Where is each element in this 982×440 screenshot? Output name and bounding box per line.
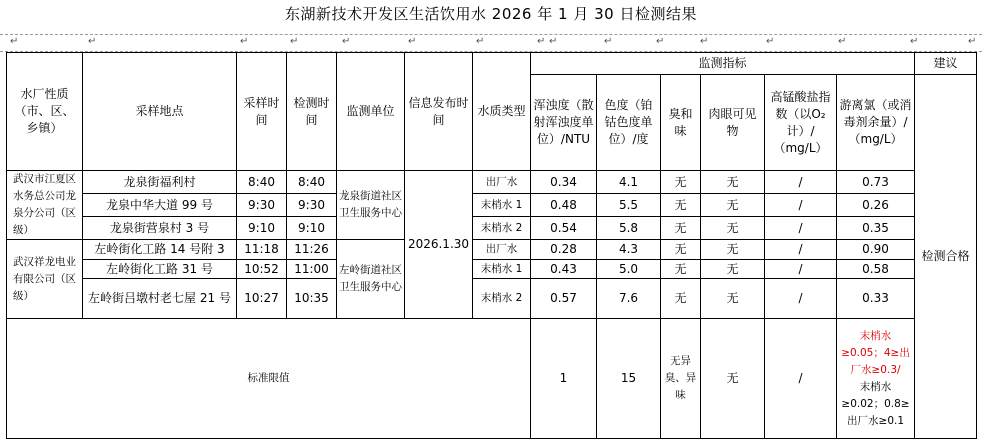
chlorine-header: 游离氯（或消毒剂余量）/（mg/L） — [837, 75, 915, 171]
odor-cell: 无 — [661, 260, 701, 279]
site-cell: 龙泉街福利村 — [83, 171, 237, 194]
publish-date-cell: 2026.1.30 — [405, 171, 473, 319]
color-cell: 5.5 — [597, 194, 661, 217]
water-quality-table — [6, 52, 977, 439]
table-row — [7, 194, 977, 217]
standard-visible-cell: 无 — [701, 319, 765, 439]
permanganate-cell: / — [765, 240, 837, 260]
test-time-cell: 11:26 — [287, 240, 337, 260]
water-type-header: 水质类型 — [473, 53, 531, 171]
color-cell: 4.1 — [597, 171, 661, 194]
odor-header: 臭和味 — [661, 75, 701, 171]
table-row — [7, 260, 977, 279]
publish-time-header: 信息发布时间 — [405, 53, 473, 171]
turbidity-cell: 0.28 — [531, 240, 597, 260]
turbidity-cell: 0.34 — [531, 171, 597, 194]
test-time-cell: 9:30 — [287, 194, 337, 217]
permanganate-cell: / — [765, 171, 837, 194]
standard-permanganate-cell: / — [765, 319, 837, 439]
test-time-cell: 11:00 — [287, 260, 337, 279]
plant-cell: 武汉市江夏区水务总公司龙泉分公司（区级） — [7, 171, 83, 240]
odor-cell: 无 — [661, 279, 701, 319]
chlorine-cell: 0.26 — [837, 194, 915, 217]
sample-time-cell: 9:10 — [237, 217, 287, 240]
sample-time-cell: 10:27 — [237, 279, 287, 319]
site-cell: 龙泉中华大道 99 号 — [83, 194, 237, 217]
plant-cell: 武汉祥龙电业有限公司（区级） — [7, 240, 83, 319]
visible-cell: 无 — [701, 279, 765, 319]
water-type-cell: 末梢水 2 — [473, 217, 531, 240]
sample-time-cell: 9:30 — [237, 194, 287, 217]
site-cell: 左岭街吕墩村老七屋 21 号 — [83, 279, 237, 319]
standard-chlorine-cell — [837, 319, 915, 439]
site-cell: 左岭街化工路 31 号 — [83, 260, 237, 279]
site-cell: 龙泉街营泉村 3 号 — [83, 217, 237, 240]
standard-limit-row — [7, 319, 977, 439]
water-type-cell: 末梢水 1 — [473, 194, 531, 217]
test-time-cell: 10:35 — [287, 279, 337, 319]
standard-color-cell: 15 — [597, 319, 661, 439]
page-title: 东湖新技术开发区生活饮用水 2026 年 1 月 30 日检测结果 — [285, 5, 697, 23]
table-row — [7, 279, 977, 319]
plant-header: 水厂性质（市、区、乡镇） — [7, 53, 83, 171]
chlorine-cell: 0.58 — [837, 260, 915, 279]
chlorine-cell: 0.90 — [837, 240, 915, 260]
unit-cell: 龙泉街道社区卫生服务中心 — [337, 171, 405, 240]
permanganate-header: 高锰酸盐指数（以O₂计）/（mg/L） — [765, 75, 837, 171]
conclusion-cell: 检测合格 — [915, 75, 977, 439]
table-row — [7, 217, 977, 240]
chlorine-cell: 0.73 — [837, 171, 915, 194]
visible-cell: 无 — [701, 194, 765, 217]
water-type-cell: 末梢水 2 — [473, 279, 531, 319]
visible-cell: 无 — [701, 240, 765, 260]
sample-time-cell: 8:40 — [237, 171, 287, 194]
unit-cell: 左岭街道社区卫生服务中心 — [337, 240, 405, 319]
sample-time-cell: 10:52 — [237, 260, 287, 279]
color-cell: 4.3 — [597, 240, 661, 260]
site-header: 采样地点 — [83, 53, 237, 171]
chlorine-limit-red: 末梢水≥0.05；4≥出厂水≥0.3/ — [841, 329, 910, 376]
odor-cell: 无 — [661, 240, 701, 260]
turbidity-cell: 0.57 — [531, 279, 597, 319]
permanganate-cell: / — [765, 260, 837, 279]
standard-turbidity-cell: 1 — [531, 319, 597, 439]
permanganate-cell: / — [765, 194, 837, 217]
paragraph-marks-row: ↵ ↵ ↵ ↵ ↵ ↵ ↵ ↵ ↵ ↵ ↵ ↵ ↵ ↵ ↵ ↵ — [0, 34, 982, 52]
color-cell: 5.0 — [597, 260, 661, 279]
standard-label-cell: 标准限值 — [7, 319, 531, 439]
water-type-cell: 末梢水 1 — [473, 260, 531, 279]
turbidity-cell: 0.48 — [531, 194, 597, 217]
table-row — [7, 240, 977, 260]
color-cell: 7.6 — [597, 279, 661, 319]
sample-time-cell: 11:18 — [237, 240, 287, 260]
advice-header: 建议 — [915, 53, 977, 75]
turbidity-header: 浑浊度（散射浑浊度单位）/NTU — [531, 75, 597, 171]
water-type-cell: 出厂水 — [473, 240, 531, 260]
turbidity-cell: 0.54 — [531, 217, 597, 240]
unit-header: 监测单位 — [337, 53, 405, 171]
chlorine-cell: 0.35 — [837, 217, 915, 240]
sample-time-header: 采样时间 — [237, 53, 287, 171]
site-cell: 左岭街化工路 14 号附 3 — [83, 240, 237, 260]
visible-header: 肉眼可见物 — [701, 75, 765, 171]
chlorine-cell: 0.33 — [837, 279, 915, 319]
odor-cell: 无 — [661, 171, 701, 194]
test-time-cell: 9:10 — [287, 217, 337, 240]
visible-cell: 无 — [701, 260, 765, 279]
table-row — [7, 171, 977, 194]
color-cell: 5.8 — [597, 217, 661, 240]
permanganate-cell: / — [765, 279, 837, 319]
visible-cell: 无 — [701, 171, 765, 194]
visible-cell: 无 — [701, 217, 765, 240]
chlorine-limit-black: 末梢水≥0.02；0.8≥出厂水≥0.1 — [841, 380, 910, 427]
turbidity-cell: 0.43 — [531, 260, 597, 279]
odor-cell: 无 — [661, 194, 701, 217]
odor-cell: 无 — [661, 217, 701, 240]
test-time-header: 检测时间 — [287, 53, 337, 171]
color-header: 色度（铂钴色度单位）/度 — [597, 75, 661, 171]
monitor-group-header: 监测指标 — [531, 53, 915, 75]
permanganate-cell: / — [765, 217, 837, 240]
water-type-cell: 出厂水 — [473, 171, 531, 194]
test-time-cell: 8:40 — [287, 171, 337, 194]
standard-odor-cell: 无异臭、异味 — [661, 319, 701, 439]
